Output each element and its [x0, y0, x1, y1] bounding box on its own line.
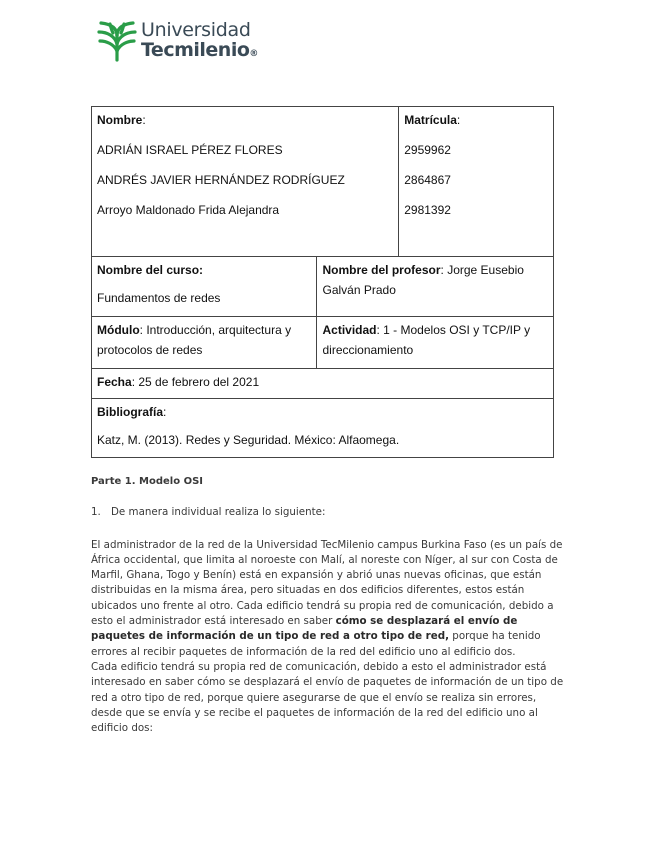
document-body [91, 474, 566, 736]
modulo-cell: Módulo: Introducción, arquitectura y protocolos de redes [92, 317, 317, 369]
paragraph-2: Cada edificio tendrá su propia red de comunicación, debido a esto el administrador está interesado en saber cómo se desplazará el envío de paquetes de información de un tipo de red a otro tipo de red, porque quiere asegurarse de que el envío se realiza sin errores, desde que se envía y se recibe el paquetes de información de la red del edificio uno al edificio dos: [91, 660, 564, 735]
paragraph-1: El administrador de la red de la Universidad TecMilenio campus Burkina Faso (es un país de África occidental, que limita al noroeste con Malí, al noreste con Níger, al sur con Costa de Marfil, Ghana, Togo y Benín) está en expansión y abrió unas nuevas oficinas, que están distribuidas en la misma área, pero situadas en dos edificios diferentes, estos están ubicados uno frente al otro. Cada edificio tendrá su propia red de comunicación, debido a esto el administrador está interesado en saber cómo se desplazará el envío de paquetes de información de un tipo de red a otro tipo de red, porque ha tenido errores al recibir paquetes de información de la red del edificio uno al edificio dos. [91, 538, 563, 658]
student-id-3: 2981392 [404, 203, 451, 217]
student-info-table [91, 106, 554, 458]
actividad-label: Actividad [322, 323, 377, 337]
curso-label: Nombre del curso: [97, 263, 204, 277]
student-id-2: 2864867 [404, 173, 451, 187]
curso-cell [92, 257, 317, 317]
paragraph-1-bold: cómo se desplazará el envío de paquetes de información de un tipo de red a otro tipo de red, [91, 615, 518, 643]
curso-value: Fundamentos de redes [97, 291, 221, 305]
matricula-label: Matrícula [404, 113, 457, 127]
student-id-1: 2959962 [404, 143, 451, 157]
fecha-value: 25 de febrero del 2021 [138, 375, 260, 389]
names-cell: Nombre: ADRIÁN ISRAEL PÉREZ FLORES ANDRÉS JAVIER HERNÁNDEZ RODRÍGUEZ Arroyo Maldonado Frida Alejandra [92, 107, 399, 257]
list-number: 1. [91, 506, 101, 519]
profesor-value: Jorge Eusebio Galván Prado [322, 263, 524, 297]
profesor-label: Nombre del profesor [322, 263, 441, 277]
student-name-2: ANDRÉS JAVIER HERNÁNDEZ RODRÍGUEZ [97, 173, 345, 187]
fecha-cell: Fecha: 25 de febrero del 2021 [92, 369, 554, 399]
tecmilenio-leaf-logo-icon [97, 18, 137, 62]
nombre-label: Nombre [97, 113, 143, 127]
university-logo [97, 18, 258, 62]
student-name-3: Arroyo Maldonado Frida Alejandra [97, 203, 280, 217]
actividad-cell: Actividad: 1 - Modelos OSI y TCP/IP y direccionamiento [317, 317, 554, 369]
logo-line-universidad: Universidad [141, 18, 251, 41]
actividad-value: 1 - Modelos OSI y TCP/IP y direccionamiento [322, 323, 531, 357]
bibliografia-cell: Bibliografía: Katz, M. (2013). Redes y Seguridad. México: Alfaomega. [92, 399, 554, 458]
logo-line-tecmilenio: Tecmilenio® [141, 38, 258, 61]
list-text: De manera individual realiza lo siguiente: [111, 506, 326, 519]
student-name-1: ADRIÁN ISRAEL PÉREZ FLORES [97, 143, 283, 157]
modulo-value: Introducción, arquitectura y protocolos de redes [97, 323, 292, 357]
registered-mark: ® [249, 48, 258, 59]
bibliografia-label: Bibliografía [97, 405, 164, 419]
list-item [91, 505, 566, 520]
fecha-label: Fecha [97, 375, 132, 389]
profesor-cell: Nombre del profesor: Jorge Eusebio Galván Prado [317, 257, 554, 317]
bibliografia-value: Katz, M. (2013). Redes y Seguridad. México: Alfaomega. [97, 433, 400, 447]
ids-cell: Matrícula: 2959962 2864867 2981392 [399, 107, 554, 257]
section-title: Parte 1. Modelo OSI [91, 476, 203, 487]
modulo-label: Módulo [97, 323, 140, 337]
